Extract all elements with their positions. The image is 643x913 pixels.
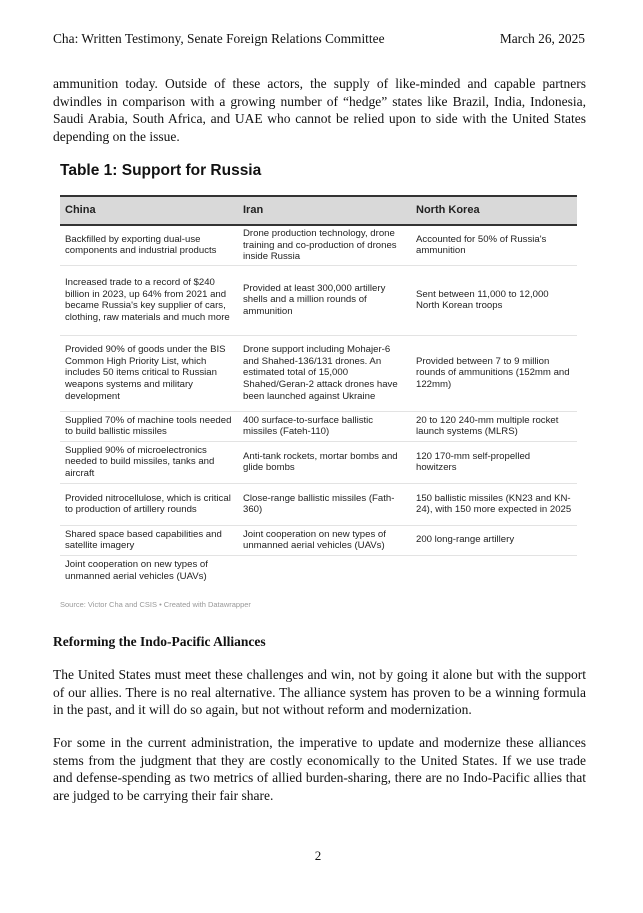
header-title: Cha: Written Testimony, Senate Foreign Relations Committee	[53, 31, 385, 46]
page-number: 2	[314, 848, 322, 863]
table-cell: Drone production technology, drone training and co-production of drones inside Russia	[238, 225, 411, 265]
table-cell	[411, 555, 577, 585]
column-header-iran: Iran	[238, 196, 411, 225]
page-header	[53, 31, 585, 47]
table-cell: Shared space based capabilities and satellite imagery	[60, 525, 238, 555]
table-cell: Joint cooperation on new types of unmanned aerial vehicles (UAVs)	[65, 558, 208, 582]
table-cell: Joint cooperation on new types of unmanned aerial vehicles (UAVs)	[238, 525, 411, 555]
table-cell: Anti-tank rockets, mortar bombs and glide bombs	[238, 441, 411, 483]
body-paragraph: For some in the current administration, the imperative to update and modernize these alliances stems from the judgment that they are costly economically to the United States. If we use trade and defense-spending as two metrics of allied burden-sharing, there are no Indo-Pacific allies that are judged to be carrying their fair share.	[53, 735, 586, 803]
table-row	[60, 525, 577, 555]
table-row	[60, 335, 577, 411]
header-date: March 26, 2025	[499, 31, 585, 46]
table-row	[60, 441, 577, 483]
table-cell: Provided between 7 to 9 million rounds of ammunitions (152mm and 122mm)	[411, 335, 577, 411]
table-cell: Provided 90% of goods under the BIS Common High Priority List, which includes 50 items critical to Russian weapons systems and military development	[60, 335, 238, 411]
table-row	[60, 265, 577, 335]
table-cell	[238, 555, 411, 585]
table-cell: 200 long-range artillery	[411, 525, 577, 555]
table-title: Table 1: Support for Russia	[60, 162, 262, 179]
column-header-china: China	[60, 196, 238, 225]
table-cell: 20 to 120 240-mm multiple rocket launch systems (MLRS)	[411, 411, 577, 441]
table-row	[60, 483, 577, 525]
table-cell: Backfilled by exporting dual-use components and industrial products	[60, 225, 238, 265]
column-header-north-korea: North Korea	[411, 196, 577, 225]
table-source-note: Source: Victor Cha and CSIS • Created with Datawrapper	[60, 600, 251, 609]
table-cell: Supplied 70% of machine tools needed to build ballistic missiles	[60, 411, 238, 441]
body-paragraph: The United States must meet these challenges and win, not by going it alone but with the support of our allies. There is no real alternative. The alliance system has proven to be a winning formula in the past, and it will do so again, but not without reform and modernization.	[53, 667, 586, 717]
table-cell: Drone support including Mohajer-6 and Shahed-136/131 drones. An estimated total of 15,000 Shahed/Geran-2 attack drones have been launched against Ukraine	[238, 335, 411, 411]
intro-paragraph: ammunition today. Outside of these actors, the supply of like-minded and capable partners dwindles in comparison with a growing number of “hedge” states like Brazil, India, Indonesia, Saudi Arabia, South Africa, and UAE who cannot be relied upon to side with the United States depending on the issue.	[53, 76, 586, 144]
table-row	[60, 225, 577, 265]
table-row	[60, 411, 577, 441]
table-cell: 120 170-mm self-propelled howitzers	[411, 441, 577, 483]
table-cell: Close-range ballistic missiles (Fath-360)	[238, 483, 411, 525]
table-cell: Provided at least 300,000 artillery shells and a million rounds of ammunition	[238, 265, 411, 335]
table-cell: Increased trade to a record of $240 billion in 2023, up 64% from 2021 and became Russia's key supplier of cars, clothing, raw materials and much more	[60, 265, 238, 335]
table-cell: Supplied 90% of microelectronics needed to build missiles, tanks and aircraft	[60, 441, 238, 483]
table-cell: 150 ballistic missiles (KN23 and KN-24), with 150 more expected in 2025	[411, 483, 577, 525]
support-for-russia-table	[60, 195, 577, 585]
table-cell: Provided nitrocellulose, which is critical to production of artillery rounds	[60, 483, 238, 525]
table-cell: 400 surface-to-surface ballistic missiles (Fateh-110)	[238, 411, 411, 441]
table-cell: Accounted for 50% of Russia's ammunition	[411, 225, 577, 265]
table-cell: Sent between 11,000 to 12,000 North Korean troops	[411, 265, 577, 335]
table-row	[60, 555, 577, 585]
section-heading: Reforming the Indo-Pacific Alliances	[53, 634, 266, 649]
table-header-row	[60, 196, 577, 225]
